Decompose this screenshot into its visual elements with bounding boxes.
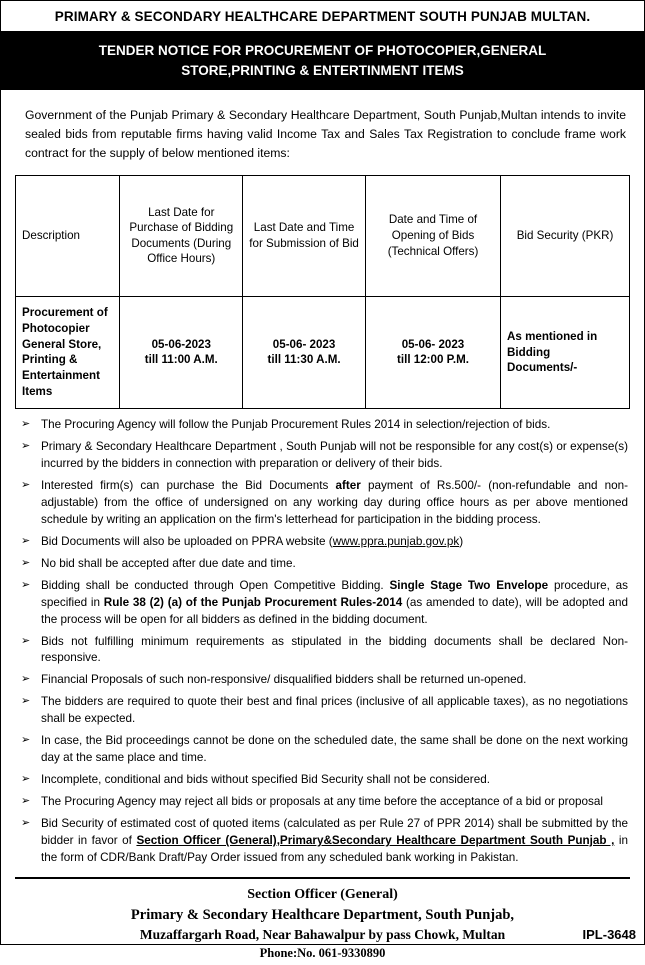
arrow-bullet-icon: ➢ <box>21 795 31 808</box>
list-item <box>19 772 628 789</box>
arrow-bullet-icon: ➢ <box>21 695 31 708</box>
condition-text: The Procuring Agency will follow the Punjab Procurement Rules 2014 in selection/rejection of bids. <box>41 417 551 431</box>
arrow-bullet-icon: ➢ <box>21 417 31 430</box>
arrow-bullet-icon: ➢ <box>21 817 31 830</box>
condition-text: Primary & Secondary Healthcare Department , South Punjab will not be responsible for any cost(s) or expense(s) incurred by the bidders in connection with preparation or delivery of their bids. <box>41 439 628 470</box>
conditions-list <box>19 417 628 867</box>
list-item <box>19 417 628 434</box>
list-item <box>19 478 628 529</box>
list-item <box>19 672 628 689</box>
condition-text-part: Bid Documents will also be uploaded on PPRA website ( <box>41 534 333 548</box>
list-item <box>19 556 628 573</box>
list-item <box>19 794 628 811</box>
condition-text: The bidders are required to quote their best and final prices (inclusive of all applicable taxes), as no negotiations shall be expected. <box>41 695 628 726</box>
cell-submission-date <box>243 296 366 408</box>
arrow-bullet-icon: ➢ <box>21 534 31 547</box>
signatory-department: Primary & Secondary Healthcare Department, South Punjab, <box>130 907 515 924</box>
signatory-designation: Section Officer (General) <box>247 887 398 903</box>
condition-text-part: in the form of CDR/Bank Draft/Pay Order issued from any scheduled bank working in Pakistan. <box>41 834 628 865</box>
condition-text-part: ) <box>459 534 464 548</box>
column-header-opening-date: Date and Time of Opening of Bids (Technical Offers) <box>365 175 500 296</box>
list-item <box>19 694 628 728</box>
list-item <box>19 634 628 668</box>
cell-bid-security: As mentioned in Bidding Documents/- <box>501 296 630 408</box>
condition-text-part: (as amended to date), will be adopted and the process will be open for all bidders as defined in the bidding document. <box>41 595 628 626</box>
arrow-bullet-icon: ➢ <box>21 734 31 747</box>
column-header-bid-security: Bid Security (PKR) <box>501 175 630 296</box>
notice-title-band <box>1 33 644 90</box>
arrow-bullet-icon: ➢ <box>21 673 31 686</box>
list-item <box>19 439 628 473</box>
notice-title-line-1: TENDER NOTICE FOR PROCUREMENT OF PHOTOCOPIER,GENERAL <box>98 43 547 58</box>
condition-text: No bid shall be accepted after due date and time. <box>41 556 296 570</box>
page-title: PRIMARY & SECONDARY HEALTHCARE DEPARTMENT SOUTH PUNJAB MULTAN. <box>1 1 644 33</box>
signature-block <box>15 877 630 965</box>
notice-title-line-2: STORE,PRINTING & ENTERTINMENT ITEMS <box>181 62 464 78</box>
tender-schedule-table <box>15 175 630 409</box>
cell-description: Procurement of Photocopier General Store, Printing & Entertainment Items <box>16 296 120 408</box>
ppra-website-link[interactable]: www.ppra.punjab.gov.pk <box>332 534 460 548</box>
column-header-submission-date: Last Date and Time for Submission of Bid <box>243 175 366 296</box>
submission-time-value: till 11:30 A.M. <box>267 353 341 367</box>
condition-text: The Procuring Agency may reject all bids or proposals at any time before the acceptance of a bid or proposal <box>41 795 603 809</box>
list-item <box>19 578 628 629</box>
arrow-bullet-icon: ➢ <box>21 578 31 591</box>
condition-text: Financial Proposals of such non-responsive/ disqualified bidders shall be returned un-opened. <box>41 673 527 687</box>
list-item <box>19 733 628 767</box>
condition-text-part: procedure, as specified in <box>41 578 628 609</box>
arrow-bullet-icon: ➢ <box>21 439 31 452</box>
arrow-bullet-icon: ➢ <box>21 478 31 491</box>
table-row <box>16 296 630 408</box>
condition-text-part: Interested firm(s) can purchase the Bid Documents <box>41 478 336 492</box>
condition-emphasis: Single Stage Two Envelope <box>389 578 549 592</box>
condition-emphasis: after <box>335 478 361 492</box>
column-header-description: Description <box>16 175 120 296</box>
cell-purchase-date <box>120 296 243 408</box>
signatory-phone: Phone:No. 061-9330890 <box>259 946 386 961</box>
condition-text: In case, the Bid proceedings cannot be done on the scheduled date, the same shall be done on the next working day at the same place and time. <box>41 734 628 765</box>
condition-text-part: Bidding shall be conducted through Open Competitive Bidding. <box>41 578 390 592</box>
condition-emphasis: Section Officer (General),Primary&Secondary Healthcare Department South Punjab , <box>136 834 615 848</box>
condition-text-part: payment of Rs.500/- (non-refundable and non-adjustable) from the office of undersigned on any working day during office hours as per above mentioned schedule by writing an application on the firm's letterhead for participation in the bidding process. <box>41 478 629 526</box>
condition-text: Incomplete, conditional and bids without specified Bid Security shall not be considered. <box>41 773 490 787</box>
opening-time-value: till 12:00 P.M. <box>397 353 469 367</box>
signatory-address: Muzaffargarh Road, Near Bahawalpur by pass Chowk, Multan <box>139 927 506 943</box>
purchase-time-value: till 11:00 A.M. <box>144 353 218 367</box>
arrow-bullet-icon: ➢ <box>21 634 31 647</box>
notice-body <box>1 90 644 965</box>
table-header-row <box>16 175 630 296</box>
condition-text: Bids not fulfilling minimum requirements as stipulated in the bidding documents shall be declared Non-responsive. <box>41 634 628 665</box>
intro-paragraph: Government of the Punjab Primary & Secondary Healthcare Department, South Punjab,Multan intends to invite sealed bids from reputable firms having valid Income Tax and Sales Tax Registration to conclude frame work contract for the supply of below mentioned items: <box>25 108 626 160</box>
condition-text-part: Bid Security of estimated cost of quoted items (calculated as per Rule 27 of PPR 2014) shall be submitted by the bidder in favor of <box>41 817 628 848</box>
condition-emphasis: Rule 38 (2) (a) of the Punjab Procurement Rules-2014 <box>103 595 403 609</box>
purchase-date-value: 05-06-2023 <box>151 337 211 351</box>
arrow-bullet-icon: ➢ <box>21 773 31 786</box>
column-header-purchase-date: Last Date for Purchase of Bidding Documents (During Office Hours) <box>120 175 243 296</box>
arrow-bullet-icon: ➢ <box>21 556 31 569</box>
submission-date-value: 05-06- 2023 <box>272 337 336 351</box>
list-item <box>19 534 628 551</box>
opening-date-value: 05-06- 2023 <box>401 337 465 351</box>
cell-opening-date <box>365 296 500 408</box>
reference-number: IPL-3648 <box>582 927 636 942</box>
list-item <box>19 816 628 867</box>
